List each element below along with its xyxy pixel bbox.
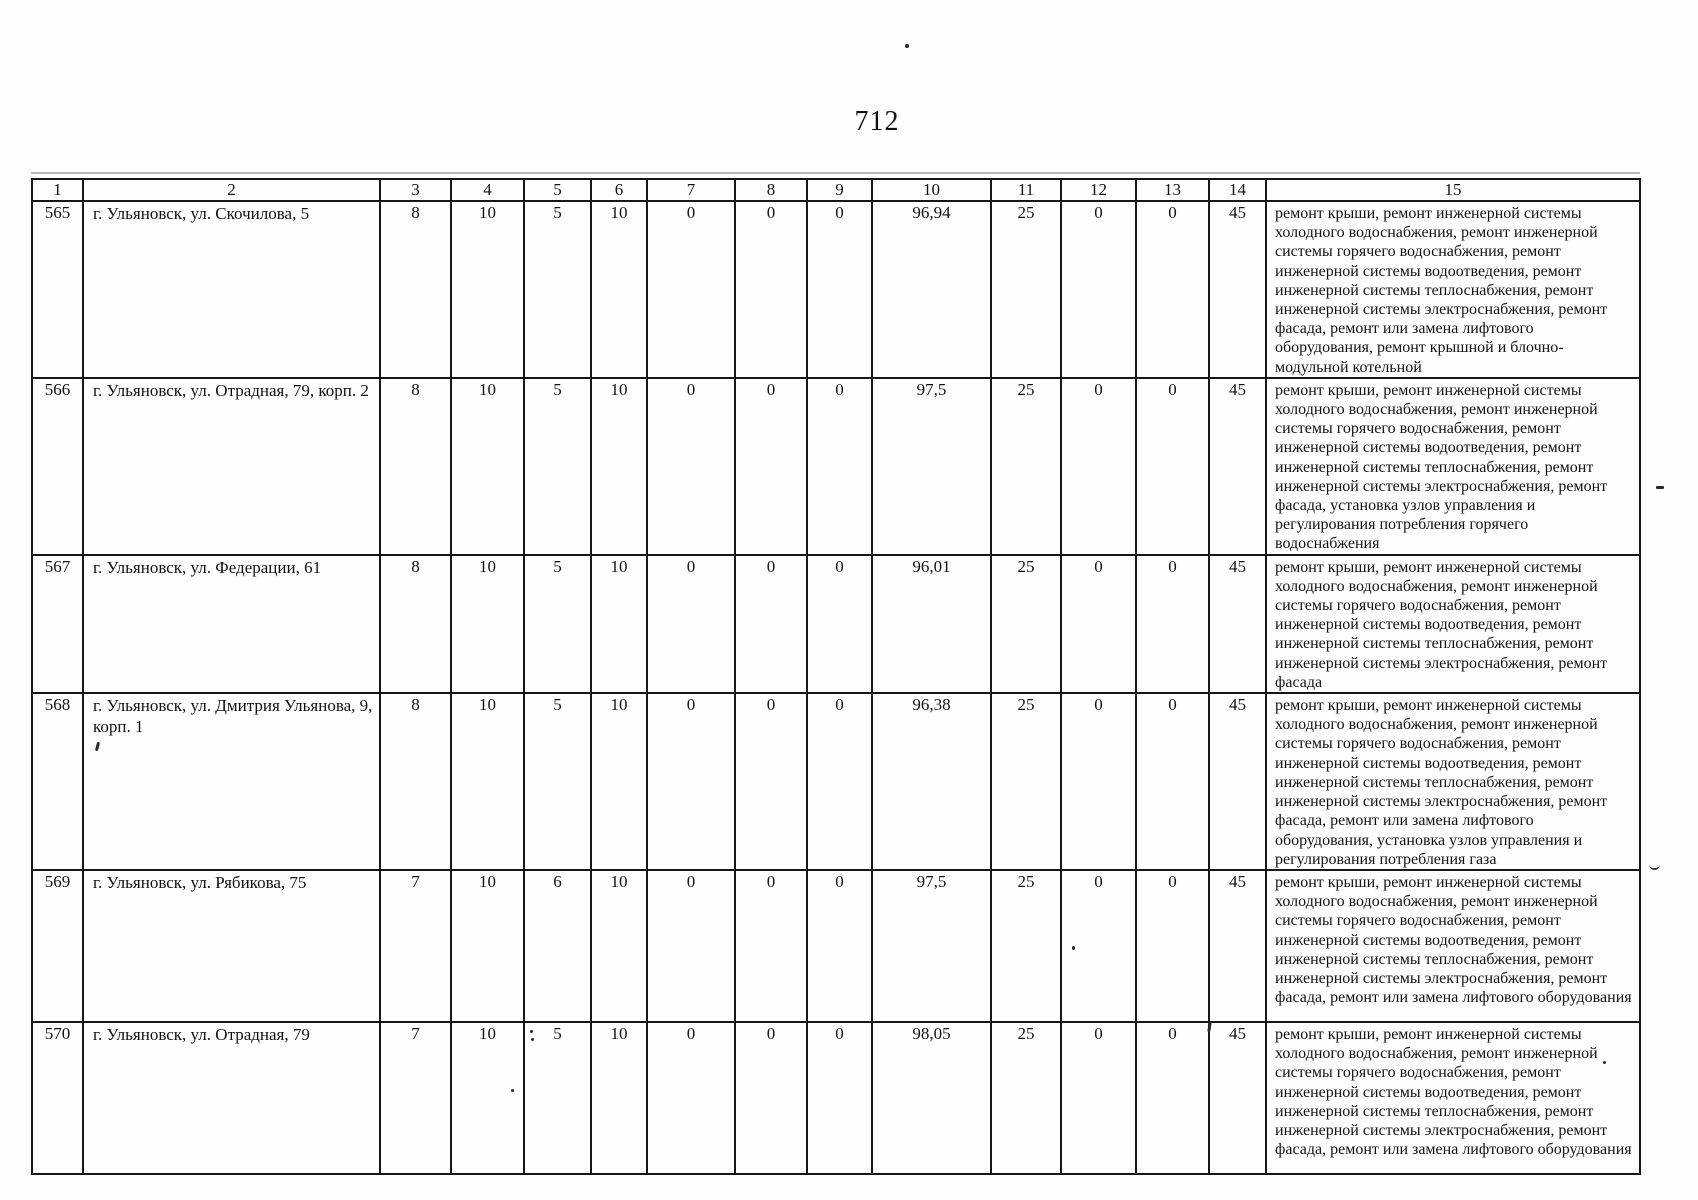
value-cell: 25 (991, 555, 1061, 693)
value-cell: 8 (380, 378, 451, 555)
scan-speck (905, 44, 909, 48)
value-cell: 5 (524, 1022, 591, 1174)
row-number-cell: 570 (32, 1022, 83, 1174)
value-cell: 0 (1136, 555, 1209, 693)
value-cell: 0 (647, 1022, 735, 1174)
works-cell: ремонт крыши, ремонт инженерной системы холодного водоснабжения, ремонт инженерной системы горячего водоснабжения, ремонт инженерной системы водоотведения, ремонт инженерной системы теплоснабжения, ремонт инженерной системы электроснабжения, ремонт фасада, установка узлов управления и регулирования потребления горячего водоснабжения (1266, 378, 1640, 555)
value-cell: 10 (451, 1022, 524, 1174)
value-cell: 0 (1136, 201, 1209, 378)
value-cell: 8 (380, 555, 451, 693)
value-cell: 0 (735, 1022, 807, 1174)
value-cell: 8 (380, 693, 451, 870)
value-cell: 0 (1136, 378, 1209, 555)
column-header-7: 7 (647, 179, 735, 201)
row-number-cell: 566 (32, 378, 83, 555)
address-cell: г. Ульяновск, ул. Скочилова, 5 (83, 201, 380, 378)
value-cell: 0 (647, 201, 735, 378)
value-cell: 10 (591, 555, 647, 693)
row-number-cell: 568 (32, 693, 83, 870)
value-cell: 0 (1061, 555, 1136, 693)
table-row (32, 378, 1640, 555)
row-number-cell: 565 (32, 201, 83, 378)
repair-programs-table (31, 178, 1641, 1175)
value-cell: 0 (735, 555, 807, 693)
value-cell: 10 (591, 1022, 647, 1174)
value-cell: 25 (991, 201, 1061, 378)
value-cell: 0 (647, 378, 735, 555)
scan-speck (1603, 1061, 1606, 1064)
value-cell: 8 (380, 201, 451, 378)
column-header-8: 8 (735, 179, 807, 201)
value-cell: 0 (735, 870, 807, 1022)
value-cell: 0 (735, 378, 807, 555)
column-header-12: 12 (1061, 179, 1136, 201)
value-cell: 0 (1136, 870, 1209, 1022)
column-header-9: 9 (807, 179, 872, 201)
address-cell: г. Ульяновск, ул. Рябикова, 75 (83, 870, 380, 1022)
value-cell: 0 (807, 870, 872, 1022)
value-cell: 10 (591, 378, 647, 555)
value-cell: 0 (1061, 1022, 1136, 1174)
works-cell: ремонт крыши, ремонт инженерной системы холодного водоснабжения, ремонт инженерной системы горячего водоснабжения, ремонт инженерной системы водоотведения, ремонт инженерной системы теплоснабжения, ремонт инженерной системы электроснабжения, ремонт фасада (1266, 555, 1640, 693)
value-cell: 0 (807, 1022, 872, 1174)
address-cell: г. Ульяновск, ул. Дмитрия Ульянова, 9, корп. 1 (83, 693, 380, 870)
column-header-4: 4 (451, 179, 524, 201)
value-cell: 7 (380, 870, 451, 1022)
works-cell: ремонт крыши, ремонт инженерной системы холодного водоснабжения, ремонт инженерной системы горячего водоснабжения, ремонт инженерной системы водоотведения, ремонт инженерной системы теплоснабжения, ремонт инженерной системы электроснабжения, ремонт фасада, ремонт или замена лифтового оборудования (1266, 1022, 1640, 1174)
works-cell: ремонт крыши, ремонт инженерной системы холодного водоснабжения, ремонт инженерной системы горячего водоснабжения, ремонт инженерной системы водоотведения, ремонт инженерной системы теплоснабжения, ремонт инженерной системы электроснабжения, ремонт фасада, ремонт или замена лифтового оборудования, ремонт крышной и блочно-модульной котельной (1266, 201, 1640, 378)
value-cell: 97,5 (872, 378, 991, 555)
table-row (32, 1022, 1640, 1174)
scan-line-artifact (31, 172, 1640, 174)
value-cell: 97,5 (872, 870, 991, 1022)
value-cell: 10 (591, 693, 647, 870)
value-cell: 96,38 (872, 693, 991, 870)
value-cell: 0 (1061, 378, 1136, 555)
value-cell: 0 (735, 693, 807, 870)
column-header-6: 6 (591, 179, 647, 201)
scan-speck (531, 1038, 534, 1041)
value-cell: 5 (524, 555, 591, 693)
value-cell: 25 (991, 1022, 1061, 1174)
scan-speck (1649, 862, 1660, 870)
value-cell: 96,01 (872, 555, 991, 693)
table-header (32, 179, 1640, 201)
value-cell: 10 (451, 555, 524, 693)
works-cell: ремонт крыши, ремонт инженерной системы холодного водоснабжения, ремонт инженерной системы горячего водоснабжения, ремонт инженерной системы водоотведения, ремонт инженерной системы теплоснабжения, ремонт инженерной системы электроснабжения, ремонт фасада, ремонт или замена лифтового оборудования, установка узлов управления и регулирования потребления газа (1266, 693, 1640, 870)
value-cell: 0 (647, 693, 735, 870)
value-cell: 45 (1209, 378, 1266, 555)
value-cell: 45 (1209, 201, 1266, 378)
column-header-13: 13 (1136, 179, 1209, 201)
value-cell: 0 (647, 870, 735, 1022)
scan-speck (511, 1089, 514, 1092)
value-cell: 0 (1061, 693, 1136, 870)
value-cell: 5 (524, 378, 591, 555)
value-cell: 0 (807, 693, 872, 870)
works-cell: ремонт крыши, ремонт инженерной системы холодного водоснабжения, ремонт инженерной системы горячего водоснабжения, ремонт инженерной системы водоотведения, ремонт инженерной системы теплоснабжения, ремонт инженерной системы электроснабжения, ремонт фасада, ремонт или замена лифтового оборудования (1266, 870, 1640, 1022)
table-row (32, 693, 1640, 870)
value-cell: 0 (807, 555, 872, 693)
value-cell: 10 (591, 870, 647, 1022)
table-row (32, 555, 1640, 693)
value-cell: 0 (735, 201, 807, 378)
row-number-cell: 567 (32, 555, 83, 693)
value-cell: 45 (1209, 693, 1266, 870)
value-cell: 25 (991, 693, 1061, 870)
value-cell: 10 (451, 201, 524, 378)
value-cell: 5 (524, 693, 591, 870)
value-cell: 45 (1209, 1022, 1266, 1174)
value-cell: 98,05 (872, 1022, 991, 1174)
value-cell: 10 (451, 693, 524, 870)
column-header-5: 5 (524, 179, 591, 201)
address-cell: г. Ульяновск, ул. Федерации, 61 (83, 555, 380, 693)
value-cell: 45 (1209, 870, 1266, 1022)
value-cell: 25 (991, 378, 1061, 555)
scan-speck (1072, 946, 1075, 950)
column-header-11: 11 (991, 179, 1061, 201)
column-header-2: 2 (83, 179, 380, 201)
value-cell: 10 (451, 378, 524, 555)
value-cell: 45 (1209, 555, 1266, 693)
value-cell: 0 (1136, 693, 1209, 870)
value-cell: 6 (524, 870, 591, 1022)
table-body (32, 201, 1640, 1174)
scan-speck (530, 1030, 533, 1033)
value-cell: 0 (1061, 201, 1136, 378)
value-cell: 7 (380, 1022, 451, 1174)
page-number: 712 (854, 106, 900, 137)
value-cell: 0 (647, 555, 735, 693)
table-row (32, 870, 1640, 1022)
value-cell: 10 (591, 201, 647, 378)
column-header-3: 3 (380, 179, 451, 201)
table-header-row (32, 179, 1640, 201)
value-cell: 5 (524, 201, 591, 378)
value-cell: 96,94 (872, 201, 991, 378)
column-header-14: 14 (1209, 179, 1266, 201)
table-row (32, 201, 1640, 378)
value-cell: 0 (1136, 1022, 1209, 1174)
value-cell: 0 (807, 201, 872, 378)
value-cell: 10 (451, 870, 524, 1022)
column-header-1: 1 (32, 179, 83, 201)
scan-speck (1656, 486, 1664, 489)
value-cell: 0 (1061, 870, 1136, 1022)
column-header-15: 15 (1266, 179, 1640, 201)
value-cell: 0 (807, 378, 872, 555)
address-cell: г. Ульяновск, ул. Отрадная, 79, корп. 2 (83, 378, 380, 555)
column-header-10: 10 (872, 179, 991, 201)
value-cell: 25 (991, 870, 1061, 1022)
address-cell: г. Ульяновск, ул. Отрадная, 79 (83, 1022, 380, 1174)
row-number-cell: 569 (32, 870, 83, 1022)
